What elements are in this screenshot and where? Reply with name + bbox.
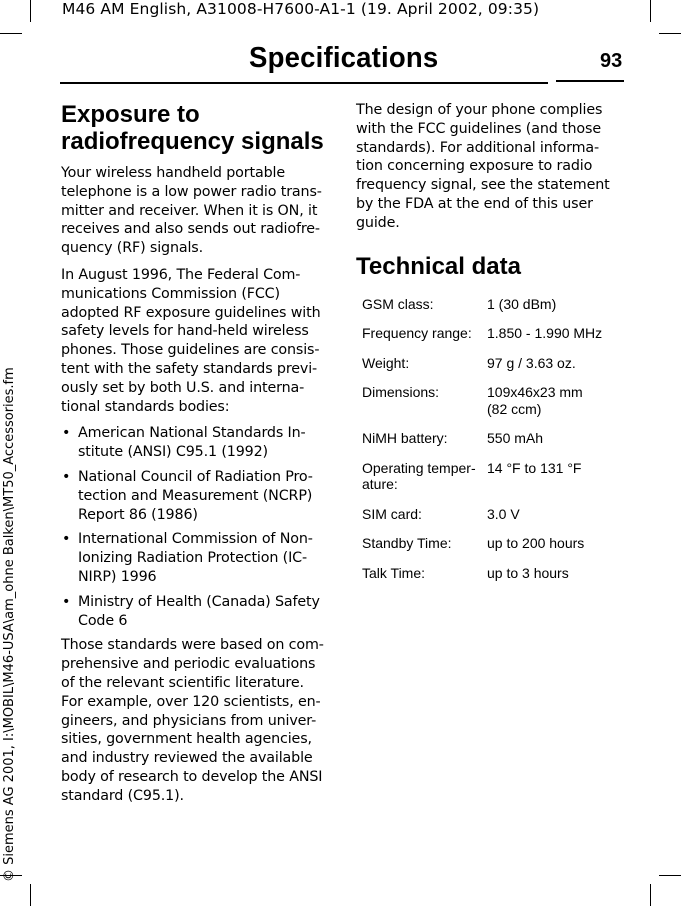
table-row (356, 325, 602, 355)
title-rule (60, 82, 548, 84)
table-row (356, 355, 602, 385)
table-row (356, 506, 602, 536)
spec-label: NiMH battery: (362, 430, 448, 447)
left-column (61, 101, 331, 814)
crop-mark (650, 0, 651, 22)
crop-mark (30, 0, 31, 22)
paragraph: Those standards were based on com- prehensive and periodic evaluations of the relevant scientific literature. For example, over 120 scientists, en- gineers, and physicians from univer- sities, government health agencies, and industry reviewed the available body of research to develop the ANSI standard (C95.1). (61, 637, 324, 804)
table-row (356, 565, 602, 595)
page-title: Specifications (249, 42, 439, 74)
spec-label: Standby Time: (362, 535, 452, 552)
spec-label: Weight: (362, 354, 410, 371)
section-heading-technical-data: Technical data (356, 252, 521, 280)
spec-value: 97 g / 3.63 oz. (487, 354, 576, 371)
spec-value: 1 (30 dBm) (487, 295, 557, 312)
specs-table (356, 296, 602, 595)
spec-label: Talk Time: (362, 564, 426, 581)
table-row (356, 296, 602, 326)
table-row (356, 384, 602, 430)
section-heading-rf-exposure: Exposure to radiofrequency signals (61, 101, 324, 155)
crop-mark (0, 33, 22, 34)
spec-label: Dimensions: (362, 384, 440, 401)
list-item: • Ministry of Health (Canada) Safety Code 6 (61, 593, 331, 631)
spec-value: 109x46x23 mm (82 ccm) (487, 384, 583, 417)
paragraph: The design of your phone complies with the FCC guidelines (and those standards). For additional informa- tion concerning exposure to radio frequency signal, see the statement by the FDA at the end of this user guide. (356, 102, 610, 231)
crop-mark (659, 875, 681, 876)
spec-label: SIM card: (362, 505, 422, 522)
spec-value: 550 mAh (487, 430, 544, 447)
crop-mark (650, 884, 651, 906)
paragraph: Your wireless handheld portable telephone is a low power radio trans- mitter and receiver. When it is ON, it receives and also sends out radiofre- quency (RF) signals. (61, 165, 322, 257)
crop-mark (30, 884, 31, 906)
side-file-path: © Siemens AG 2001, I:\MOBIL\M46-USA\am_ohne Balken\MT50_Accessories.fm (2, 367, 17, 882)
table-row (356, 430, 602, 460)
crop-mark (659, 33, 681, 34)
table-row (356, 460, 602, 506)
spec-label: Frequency range: (362, 325, 472, 342)
list-item: • International Commission of Non- Ionizing Radiation Protection (IC- NIRP) 1996 (61, 530, 331, 586)
paragraph: In August 1996, The Federal Com- munications Commission (FCC) adopted RF exposure guidelines with safety levels for hand-held wireless phones. Those guidelines are consis- tent with the safety standards previ- ously set by both U.S. and interna- tional standards bodies: (61, 266, 321, 415)
page-number: 93 (600, 50, 623, 72)
page-number-rule (556, 80, 624, 82)
spec-value: up to 3 hours (487, 564, 569, 581)
standards-list (61, 424, 331, 630)
spec-label: GSM class: (362, 295, 434, 312)
spec-value: 3.0 V (487, 505, 520, 522)
spec-label: Operating temper- ature: (362, 459, 476, 493)
right-column (356, 101, 626, 594)
table-row (356, 535, 602, 565)
list-item: • American National Standards In- stitute (ANSI) C95.1 (1992) (61, 424, 331, 462)
running-header: M46 AM English, A31008-H7600-A1-1 (19. April 2002, 09:35) (62, 0, 540, 18)
spec-value: 14 °F to 131 °F (487, 459, 582, 476)
spec-value: 1.850 - 1.990 MHz (487, 325, 603, 342)
spec-value: up to 200 hours (487, 535, 585, 552)
list-item: • National Council of Radiation Pro- tection and Measurement (NCRP) Report 86 (1986) (61, 468, 331, 524)
